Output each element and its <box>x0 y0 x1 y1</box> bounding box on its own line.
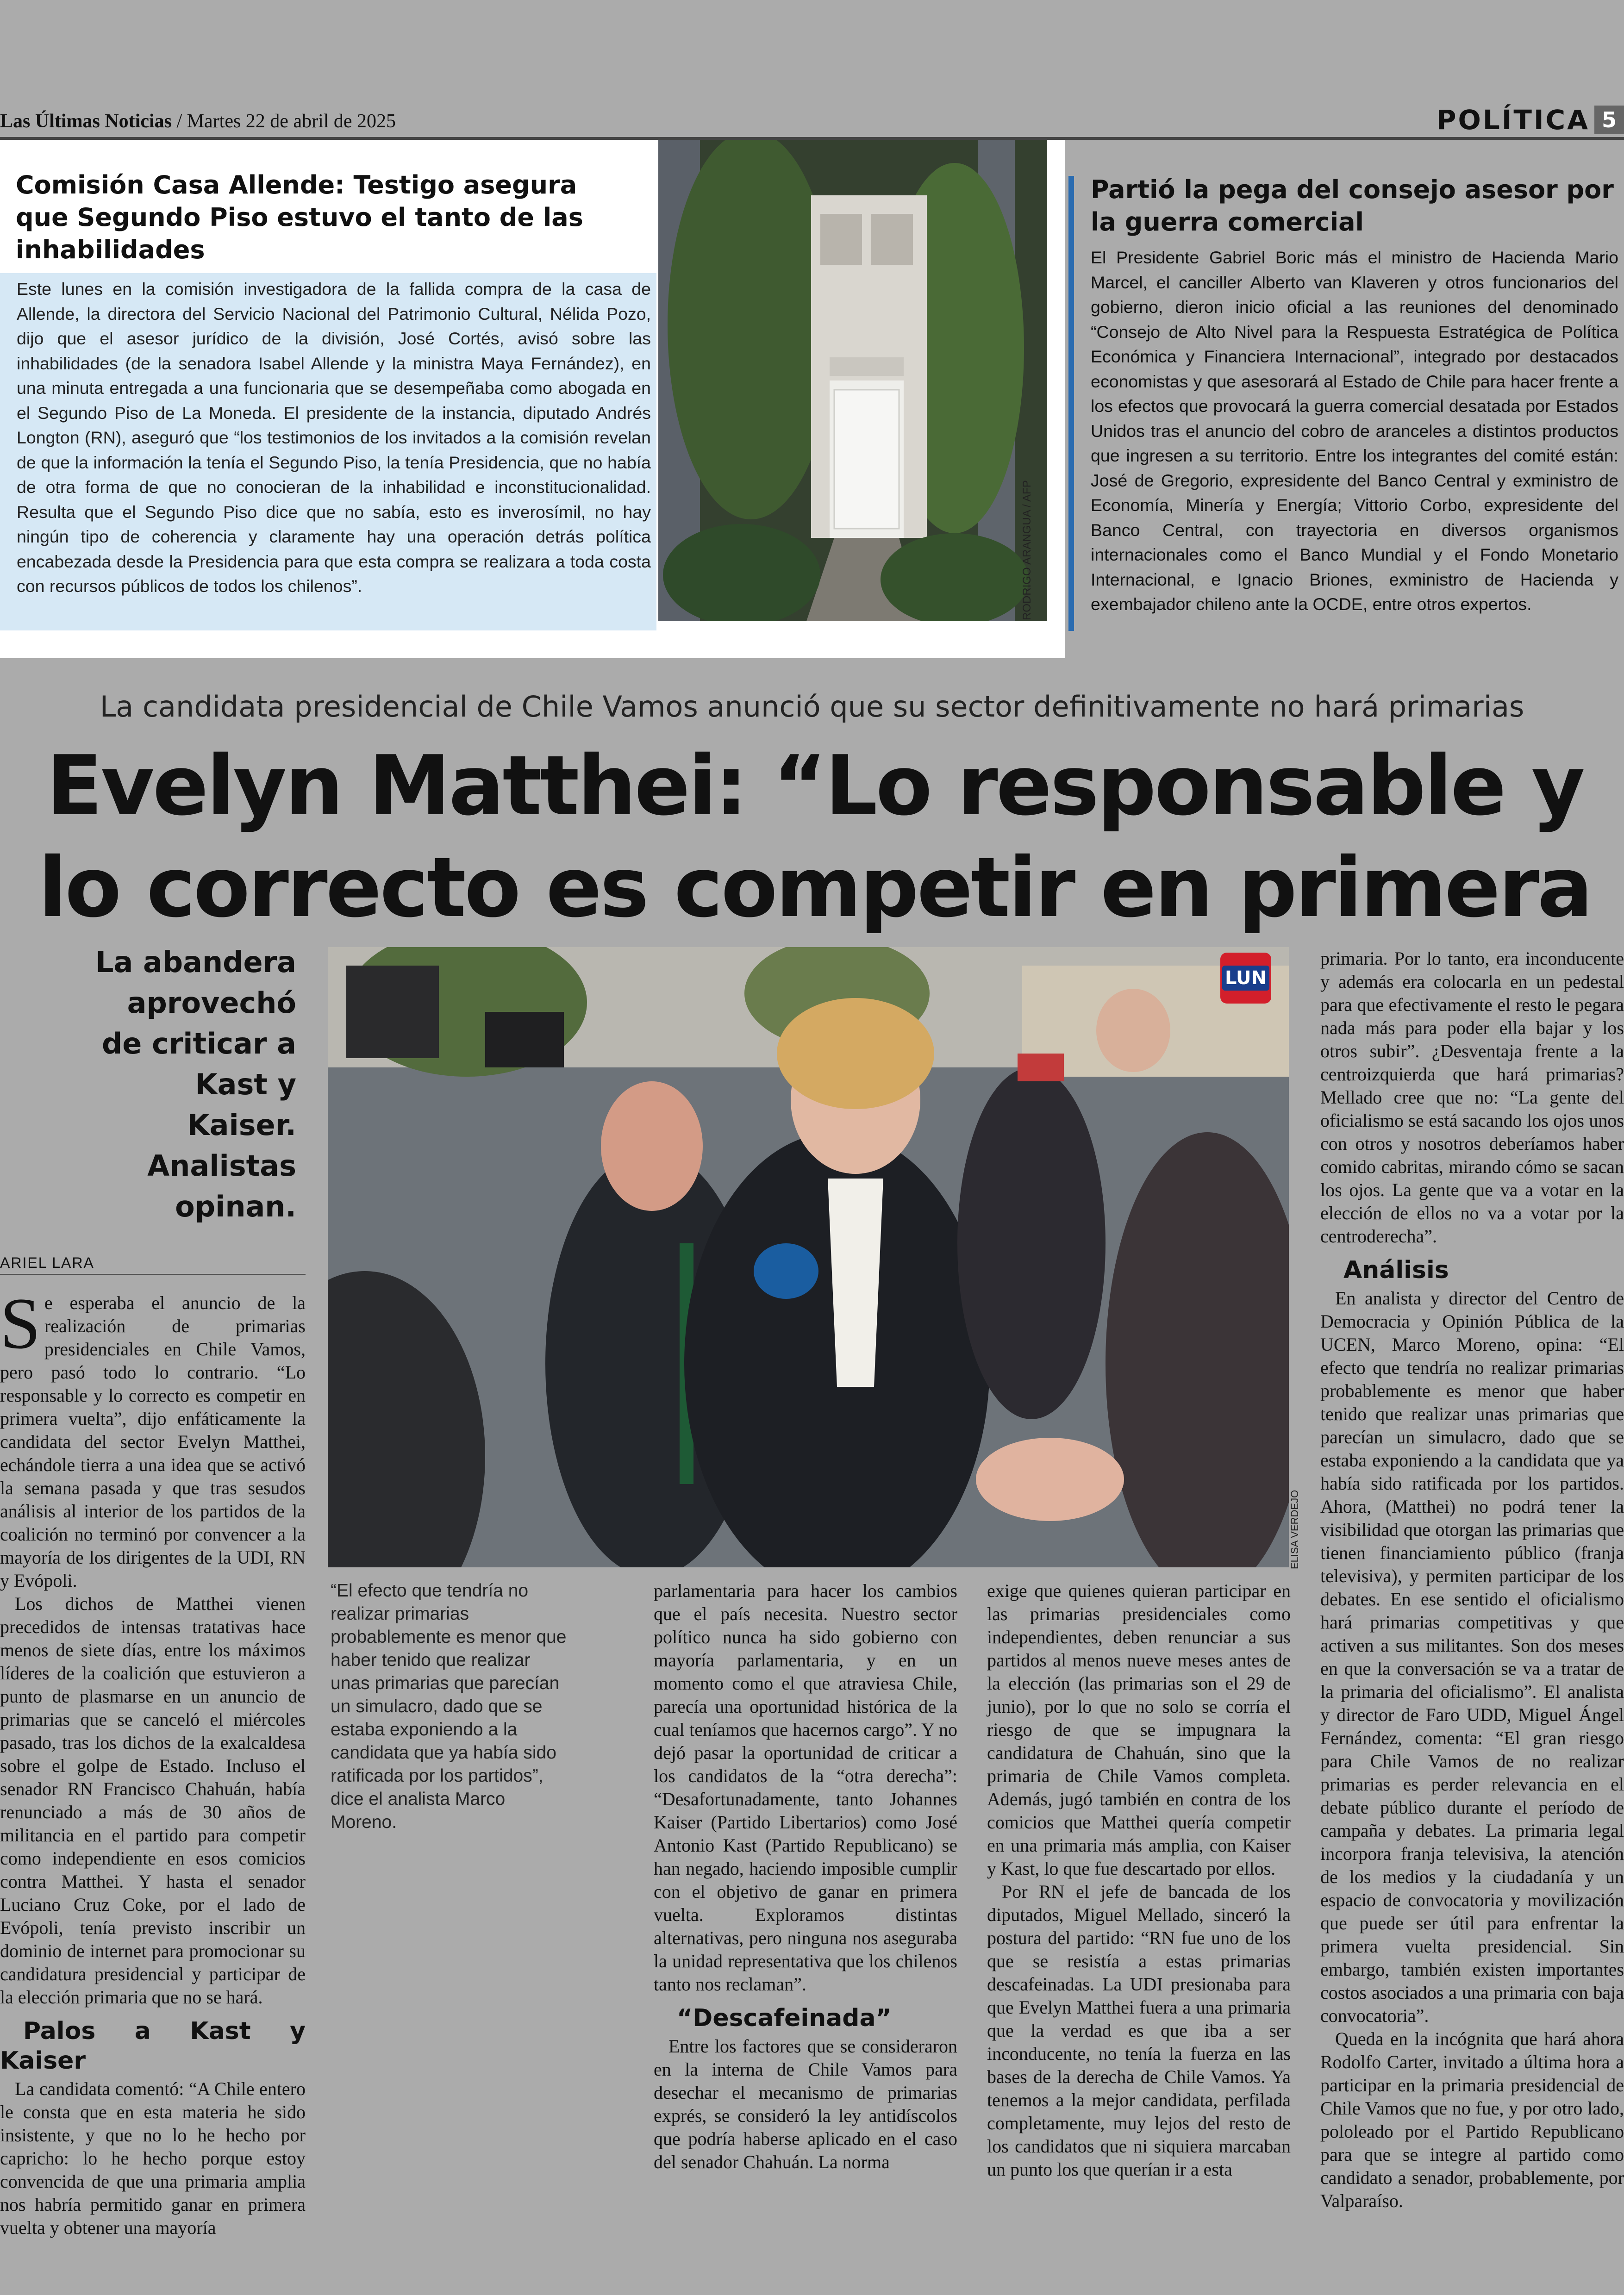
story-casa-allende-title: Comisión Casa Allende: Testigo asegura que Segundo Piso estuvo el tanto de las inhabilidades <box>16 170 583 264</box>
matthei-photo-credit: ELISA VERDEJO <box>1289 1490 1300 1569</box>
issue-date: Martes 22 de abril de 2025 <box>187 111 396 132</box>
main-kicker: La candidata presidencial de Chile Vamos anunció que su sector definitivamente no hará primarias <box>100 690 1524 723</box>
pull-quote: “El efecto que tendría no realizar primarias probablemente es menor que haber tenido que realizar unas primarias que parecían un simulacro, dado que se estaba exponiendo a la candidata que ya había sido ratificada por los partidos”, dice el analista Marco Moreno. <box>331 1581 567 1832</box>
col2-paragraph-2: Entre los factores que se consideraron en la interna de Chile Vamos para desechar el mecanismo de primarias exprés, se consideró la ley antidíscolos que podría haberse aplicado en el caso del senador Chahuán. La norma <box>654 2036 957 2172</box>
header-separator: / <box>172 111 187 132</box>
article-column-3 <box>987 1579 1291 2181</box>
subhead-palos: Palos a Kast y Kaiser <box>0 2017 306 2075</box>
page-header-right <box>1437 105 1624 135</box>
page-header-left <box>0 110 396 132</box>
page-number: 5 <box>1594 106 1624 134</box>
col2-paragraph-1: parlamentaria para hacer los cambios que el país necesita. Nuestro sector político nunca ha sido gobierno con mayoría parlamentaria, y en un momento como el que atraviesa Chile, parecía una oportunidad histórica de la cual teníamos que hacernos cargo”. Y no dejó pasar la oportunidad de criticar a los candidatos de la “otra derecha”: “Desafortunadamente, tanto Johannes Kaiser (Partido Libertarios) como José Antonio Kast (Partido Republicano) se han negado, haciendo imposible cumplir con el objetivo de ganar en primera vuelta. Exploramos distintas alternativas, pero ninguna nos aseguraba la unidad representativa que los chilenos tanto nos reclaman”. <box>654 1580 957 1995</box>
story-consejo-body: El Presidente Gabriel Boric más el ministro de Hacienda Mario Marcel, el canciller Alberto van Klaveren y otros funcionarios del gobierno, dieron inicio oficial a las reuniones del denominado “Consejo de Alto Nivel para la Respuesta Estratégica de Política Económica y Financiera Internacional”, integrado por destacados economistas y que asesorará al Estado de Chile para hacer frente a los efectos que provocará la guerra comercial desatada por Estados Unidos tras el anuncio del cobro de aranceles a distintos productos que ingresen a su territorio. Entre los integrantes del comité están: José de Gregorio, expresidente del Banco Central y exministro de Economía, Minería y Energía; Vittorio Corbo, expresidente del Banco Central, con trayectoria en diversos organismos internacionales como el Banco Mundial y el Fondo Monetario Internacional, e Ignacio Briones, exministro de Hacienda y exembajador chileno ante la OCDE, entre otros expertos. <box>1091 248 1618 614</box>
byline-rule <box>0 1274 306 1275</box>
subhead-descafeinada: “Descafeinada” <box>677 2004 892 2032</box>
col1-paragraph-3: La candidata comentó: “A Chile entero le consta que en esta materia he sido insistente, y que no lo he hecho por capricho: lo he hecho porque estoy convencida de que una primaria amplia nos habría permitido ganar en primera vuelta y obtener una mayoría <box>0 2078 306 2238</box>
story-casa-allende-body: Este lunes en la comisión investigadora de la fallida compra de la casa de Allende, la directora del Servicio Nacional del Patrimonio Cultural, Nélida Pozo, dijo que el asesor jurídico de la división, José Cortés, avisó sobre las inhabilidades (de la senadora Isabel Allende y la ministra Maya Fernández), en una minuta entregada a una funcionaria que se desempeñaba como abogada en el Segundo Piso de La Moneda. El presidente de la instancia, diputado Andrés Longton (RN), aseguró que “los testimonios de los invitados a la comisión revelan de que la información la tenía el Segundo Piso, la tenía Presidencia, que no había de otra forma de que no conocieran de la inhabilidad e inconstitucionalidad. Resulta que el Segundo Piso dice que no sabía, esto es inverosímil, no hay ningún tipo de coherencia y claramente hay una operación detrás política encabezada desde la Presidencia para que esta compra se realizara a toda costa con recursos públicos de todos los chilenos”. <box>17 279 651 596</box>
col4-paragraph-1: primaria. Por lo tanto, era inconducente y además era colocarla en un pedestal para que efectivamente el resto le pegara nada más para poder ella bajar y los otros subir”. ¿Desventaja frente a la centroizquierda que hará primarias? Mellado cree que no: “La gente del oficialismo se está sacando los ojos unos con otros y nosotros deberíamos haber comido cabritas, mirando cómo se sacan los ojos. La gente que va a votar en la elección de ellos no va a votar por la centroderecha”. <box>1320 948 1624 1247</box>
col1-paragraph-1: e esperaba el anuncio de la realización de primarias presidenciales en Chile Vamos, pero pasó todo lo contrario. “Lo responsable y lo correcto es competir en primera vuelta”, dijo enfáticamente la candidata del sector Evelyn Matthei, echándole tierra a una idea que se activó la semana pasada y que tras sesudos análisis al interior de los partidos de la coalición no terminó por convencer a la mayoría de los dirigentes de la UDI, RN y Evópoli. <box>0 1292 306 1591</box>
article-column-4 <box>1320 947 1624 2213</box>
subhead-analisis: Análisis <box>1343 1256 1449 1284</box>
col4-paragraph-3: Queda en la incógnita que hará ahora Rodolfo Carter, invitado a última hora a participar en la primaria presidencial de Chile Vamos que no fue, y por otro lado, pololeado por el Partido Republicano para que se integre al partido como candidato a senador, probablemente, por Valparaíso. <box>1320 2028 1624 2211</box>
lun-logo <box>1220 953 1271 1004</box>
casa-allende-photo <box>658 140 1047 621</box>
matthei-photo <box>328 947 1289 1567</box>
col1-paragraph-2: Los dichos de Matthei vienen precedidos de intensas tratativas hace menos de siete días, entre los máximos líderes de la coalición que estuvieron a punto de plasmarse en un anuncio de primarias que se canceló el miércoles pasado, tras los dichos de la exalcaldesa sobre el golpe de Estado. Incluso el senador RN Francisco Chahuán, había renunciado a más de 30 años de militancia en el partido para competir como independiente en esos comicios contra Matthei. Y hasta el senador Luciano Cruz Coke, por el lado de Evópoli, tenía previsto inscribir un dominio de internet para promocionar su candidatura presidencial y participar de la elección primaria que no se hará. <box>0 1593 306 2008</box>
article-column-2 <box>654 1579 957 2174</box>
story-consejo-title: Partió la pega del consejo asesor por la guerra comercial <box>1091 175 1614 237</box>
story-consejo-accent-bar <box>1068 176 1074 631</box>
lun-logo-text: LUN <box>1222 966 1269 991</box>
section-name: POLÍTICA <box>1437 104 1590 136</box>
main-byline: ARIEL LARA <box>0 1254 94 1271</box>
col4-paragraph-2: En analista y director del Centro de Democracia y Opinión Pública de la UCEN, Marco Moreno, opina: “El efecto que tendría no realizar primarias probablemente es menor que haber tenido que realizar unas primarias que parecían un simulacro, dado que se estaba exponiendo a la candidata que ya había sido ratificada por los partidos. Ahora, (Matthei) no podrá tener la visibilidad que otorgan las primarias que tienen financiamiento público (franja televisiva), y permiten participar de los debates. En ese sentido el oficialismo hará primarias competitivas y que activen a sus militantes. Son dos meses en que la conversación se va a tratar de la primaria del oficialismo”. El analista y director de Faro UDD, Miguel Ángel Fernández, comenta: “El gran riesgo para Chile Vamos de no realizar primarias es perder relevancia en el debate público durante el período de campaña y debates. La primaria legal incorpora franja televisiva, la atención de los medios y la ciudadanía y un espacio de convocatoria y movilización que puede ser útil para enfrentar la primera vuelta presidencial. Sin embargo, también existen importantes costos asociados a una primaria con baja convocatoria”. <box>1320 1288 1624 2026</box>
main-deck: La abandera aprovechó de criticar a Kast y Kaiser. Analistas opinan. <box>95 945 296 1223</box>
casa-allende-photo-credit: RODRIGO ARANGUA / AFP <box>1021 480 1033 620</box>
article-column-1 <box>0 1283 306 2239</box>
col3-paragraph-1: exige que quienes quieran participar en las primarias presidenciales como independientes, deben renunciar a sus partidos al menos nueve meses antes de la elección (las primarias son el 29 de junio), por lo que no solo se corría el riesgo de que se impugnara la candidatura de Chahuán, sino que la primaria de Chile Vamos completa. Además, jugó también en contra de los comicios que Matthei quería competir en una primaria más amplia, con Kaiser y Kast, lo que fue descartado por ellos. <box>987 1580 1291 1879</box>
drop-cap: S <box>0 1283 41 1364</box>
col3-paragraph-2: Por RN el jefe de bancada de los diputados, Miguel Mellado, sinceró la postura del partido: “RN fue uno de los que se resistía a estas primarias descafeinadas. La UDI presionaba para que Evelyn Matthei fuera a una primaria que la verdad es que iba a ser inconducente, no tenía la fuerza en las bases de la derecha de Chile Vamos. Ya tenemos a la mejor candidata, perfilada completamente, muy lejos del resto de los candidatos que ni siquiera marcaban un punto los que querían ir a esta <box>987 1881 1291 2180</box>
publication-name: Las Últimas Noticias <box>0 111 172 132</box>
main-headline: Evelyn Matthei: “Lo responsable y lo correcto es competir en primera <box>38 738 1591 935</box>
